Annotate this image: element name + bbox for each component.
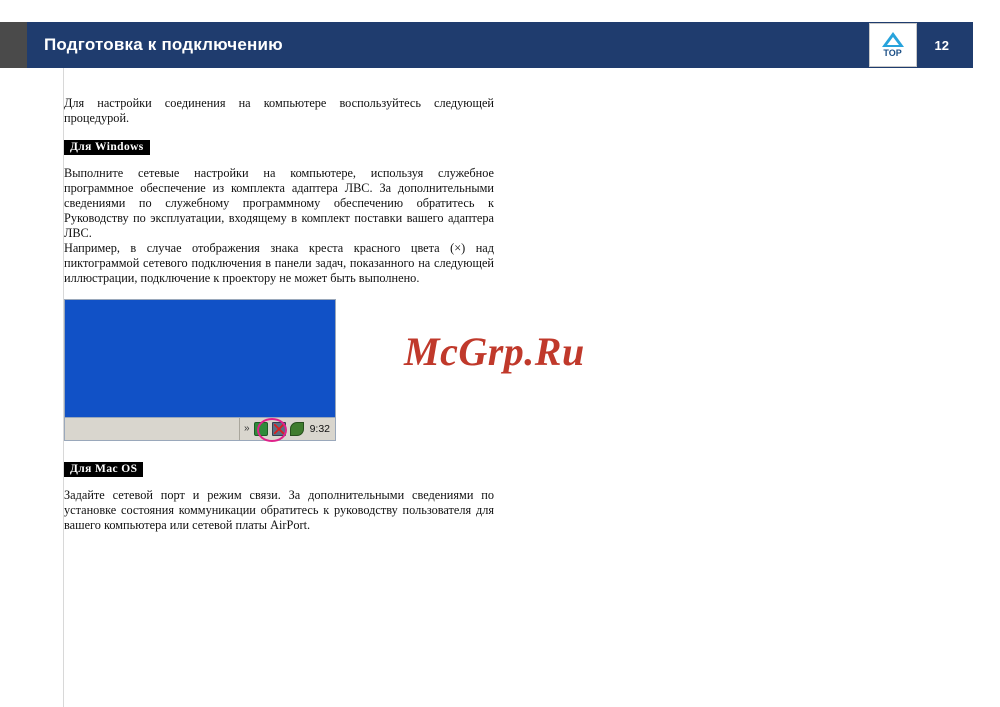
page-content: [64, 96, 494, 533]
spacer: [64, 126, 494, 137]
windows-paragraph-2: Например, в случае отображения знака креста красного цвета (×) над пиктограммой сетевого подключения в панели задач, показанного на следующей иллюстрации, подключение к проектору не может быть выполнено.: [64, 241, 494, 285]
taskbar-clock: 9:32: [309, 423, 330, 435]
spacer: [64, 441, 494, 452]
volume-icon[interactable]: [254, 422, 268, 436]
page-title: Подготовка к подключению: [44, 35, 283, 54]
spacer: [64, 452, 494, 459]
taskbar-screenshot-figure: [64, 299, 336, 441]
logo-label: TOP: [883, 48, 902, 58]
desktop-background: [64, 299, 336, 417]
spacer: [64, 155, 494, 166]
watermark: McGrp.Ru: [404, 329, 585, 374]
spacer: [64, 477, 494, 488]
projector-triangle-inner-icon: [887, 37, 899, 45]
tray-expand-chevron-icon[interactable]: »: [244, 423, 250, 434]
page-header: [27, 22, 973, 68]
page-sidebar: [0, 68, 63, 707]
system-tray[interactable]: [239, 418, 335, 440]
windows-taskbar: [64, 417, 336, 441]
intro-paragraph: Для настройки соединения на компьютере воспользуйтесь следующей процедурой.: [64, 96, 494, 125]
header-left-cap: [0, 22, 27, 68]
network-error-icon[interactable]: [272, 422, 286, 436]
antivirus-icon[interactable]: [290, 422, 304, 436]
windows-section-tag: Для Windows: [64, 140, 150, 155]
macos-section-tag: Для Mac OS: [64, 462, 143, 477]
macos-paragraph: Задайте сетевой порт и режим связи. За дополнительными сведениями по установке состояния коммуникации обратитесь к руководству пользователя для вашего компьютера или сетевой платы AirPort.: [64, 488, 494, 532]
windows-paragraph-1: Выполните сетевые настройки на компьютере, используя служебное программное обеспечение из комплекта адаптера ЛВС. За дополнительными сведениями по служебному программному обеспечению обратитесь к Руководству по эксплуатации, входящему в комплект поставки вашего адаптера ЛВС.: [64, 166, 494, 240]
page-number: 12: [934, 37, 949, 53]
epson-top-logo[interactable]: [869, 23, 917, 67]
